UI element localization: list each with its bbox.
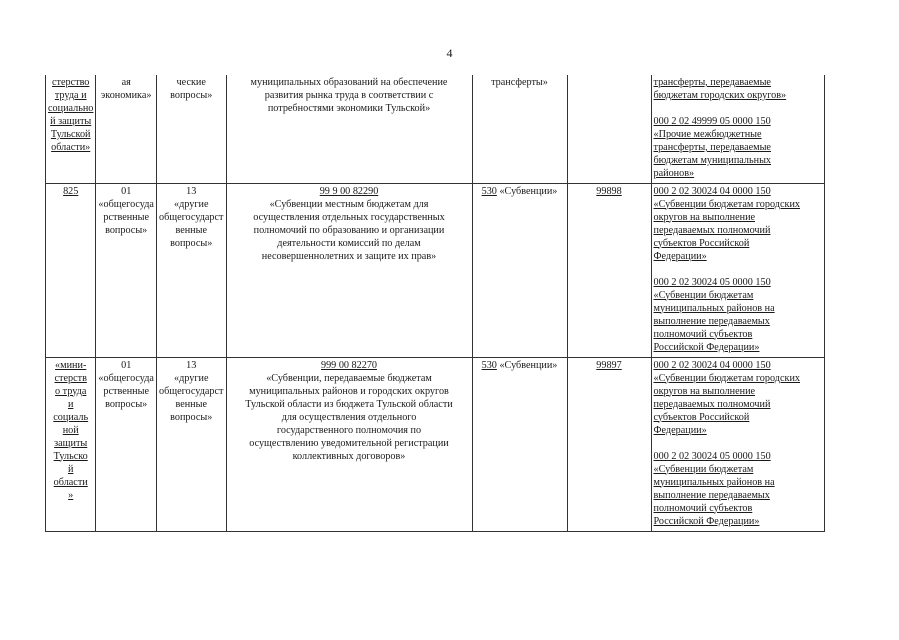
table-row [46,75,825,183]
section-cell: 01 «общегосуда рственные вопросы» [96,183,157,357]
page-number: 4 [446,46,453,60]
target-article-code: 999 00 82270 [320,359,378,371]
section-cell: 01 «общегосуда рственные вопросы» [96,357,157,531]
code-cell: 99898 [567,183,651,357]
code-cell: 99897 [567,357,651,531]
subsection-cell: ческие вопросы» [156,75,226,183]
section-cell: ая экономика» [96,75,157,183]
code-cell [567,75,651,183]
ministry-cell: стерство труда и социально й защиты Тульской области» [46,75,96,183]
ministry-cell: 825 [46,183,96,357]
expense-type-cell: трансферты» [472,75,567,183]
expense-type-cell: 530 «Субвенции» [472,183,567,357]
ministry-cell: «мини- стерств о труда и социаль ной защиты Тульско й области » [46,357,96,531]
subsection-cell: 13 «другие общегосударст венные вопросы» [156,183,226,357]
target-article-cell: муниципальных образований на обеспечение развития рынка труда в соответствии с потребностями экономики Тульской» [226,75,472,183]
revenue-code-cell: 000 2 02 30024 04 0000 150 «Субвенции бюджетам городских округов на выполнение передаваемых полномочий субъектов Российской Федерации» 000 2 02 30024 05 0000 150 «Субвенции бюджетам муниципальных районов на выполнение передаваемых полномочий субъектов Российской Федерации» [651,183,824,357]
expense-type-cell: 530 «Субвенции» [472,357,567,531]
target-article-cell: 999 00 82270 «Субвенции, передаваемые бюджетам муниципальных районов и городских округов Тульской области из бюджета Тульской области для осуществления отдельного государственного полномочия по осуществлению уведомительной регистрации коллективных договоров» [226,357,472,531]
revenue-code-cell: трансферты, передаваемые бюджетам городских округов» 000 2 02 49999 05 0000 150 «Прочие межбюджетные трансферты, передаваемые бюджетам муниципальных районов» [651,75,824,183]
revenue-code-cell: 000 2 02 30024 04 0000 150 «Субвенции бюджетам городских округов на выполнение передаваемых полномочий субъектов Российской Федерации» 000 2 02 30024 05 0000 150 «Субвенции бюджетам муниципальных районов на выполнение передаваемых полномочий субъектов Российской Федерации» [651,357,824,531]
table-row [46,183,825,357]
target-article-cell: 99 9 00 82290 «Субвенции местным бюджетам для осуществления отдельных государственных полномочий по образованию и организации деятельности комиссий по делам несовершеннолетних и защите их прав» [226,183,472,357]
table-row [46,357,825,531]
budget-table [45,75,825,532]
expense-type-code: 530 [481,185,497,197]
subsection-cell: 13 «другие общегосударст венные вопросы» [156,357,226,531]
expense-type-code: 530 [481,359,497,371]
target-article-code: 99 9 00 82290 [319,185,379,197]
